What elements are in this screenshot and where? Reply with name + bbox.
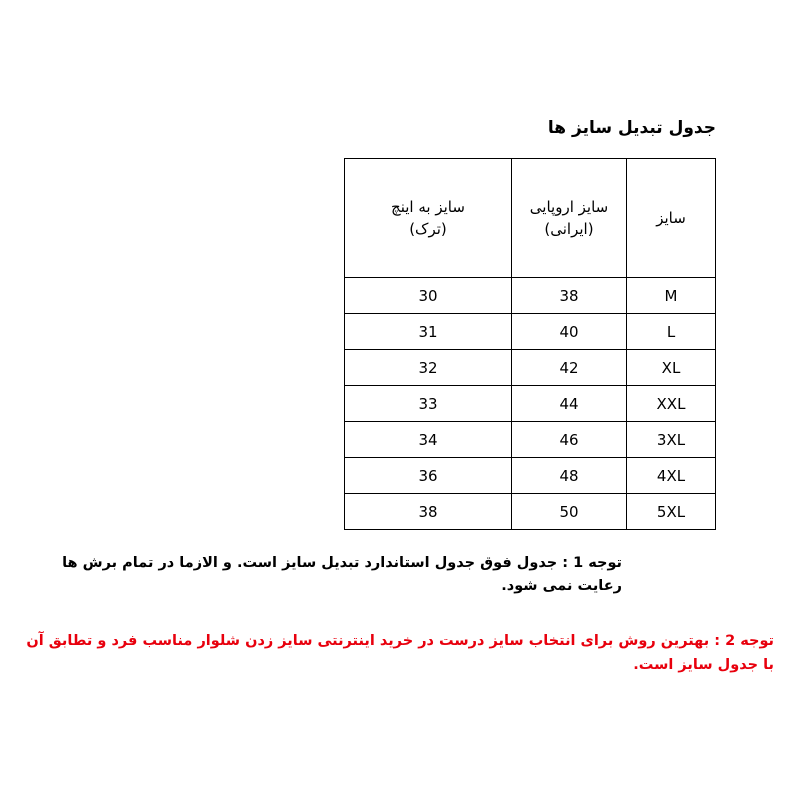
note-standard-table: توجه 1 : جدول فوق جدول استاندارد تبدیل سایز است. و الازما در تمام برش ها رعایت نمی شود. <box>62 555 622 595</box>
table-row <box>345 386 716 422</box>
column-header-inch-size: سایز به اینچ (ترک) <box>345 159 512 278</box>
column-header-eu-size: سایز اروپایی (ایرانی) <box>512 159 627 278</box>
table-header <box>345 159 716 278</box>
cell-eu: 46 <box>512 422 627 458</box>
cell-inch: 31 <box>345 314 512 350</box>
cell-eu: 44 <box>512 386 627 422</box>
cell-size: 3XL <box>627 422 716 458</box>
cell-inch: 32 <box>345 350 512 386</box>
table-row <box>345 350 716 386</box>
cell-eu: 50 <box>512 494 627 530</box>
cell-size: M <box>627 278 716 314</box>
cell-eu: 38 <box>512 278 627 314</box>
cell-inch: 38 <box>345 494 512 530</box>
cell-inch: 30 <box>345 278 512 314</box>
cell-eu: 42 <box>512 350 627 386</box>
cell-size: 5XL <box>627 494 716 530</box>
column-header-size: سایز <box>627 159 716 278</box>
cell-inch: 34 <box>345 422 512 458</box>
cell-size: L <box>627 314 716 350</box>
notes-section <box>26 552 774 677</box>
cell-inch: 36 <box>345 458 512 494</box>
page-title: جدول تبدیل سایز ها <box>547 118 716 138</box>
cell-eu: 40 <box>512 314 627 350</box>
table-header-row <box>345 159 716 278</box>
size-conversion-table <box>344 158 716 530</box>
table-body <box>345 278 716 530</box>
table-row <box>345 458 716 494</box>
cell-eu: 48 <box>512 458 627 494</box>
table-row <box>345 422 716 458</box>
cell-size: 4XL <box>627 458 716 494</box>
table-row <box>345 278 716 314</box>
table-row <box>345 314 716 350</box>
cell-inch: 33 <box>345 386 512 422</box>
table-row <box>345 494 716 530</box>
note-size-advice: توجه 2 : بهترین روش برای انتخاب سایز درست در خرید اینترنتی سایز زدن شلوار مناسب فرد و تطابق آن با جدول سایز است. <box>26 633 774 673</box>
cell-size: XXL <box>627 386 716 422</box>
cell-size: XL <box>627 350 716 386</box>
